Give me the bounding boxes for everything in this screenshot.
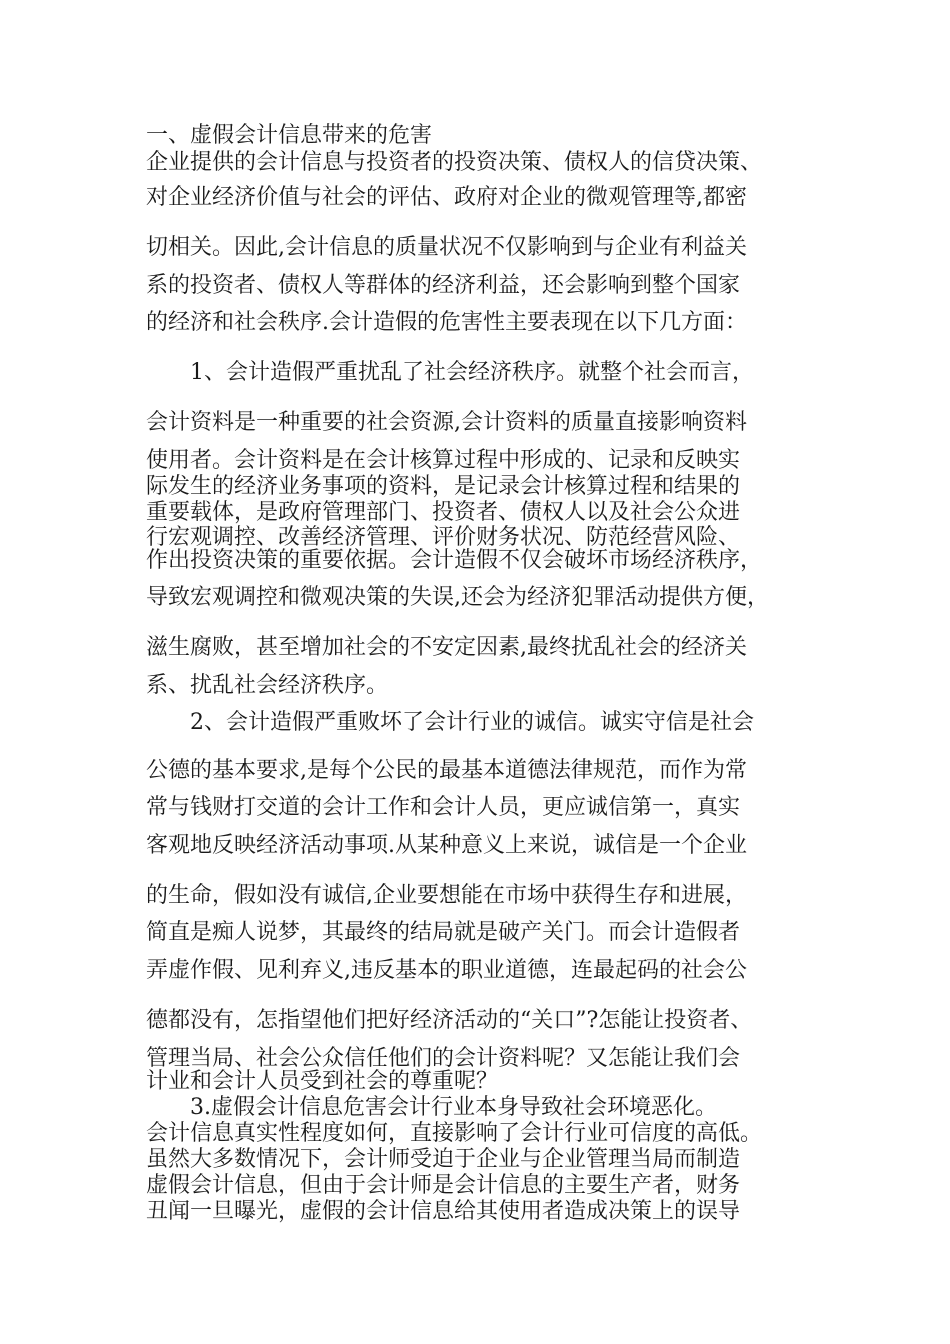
paragraph-line: 丑闻一旦曝光，虚假的会计信息给其使用者造成决策上的误导 — [146, 1199, 741, 1224]
paragraph-line: 企业提供的会计信息与投资者的投资决策、债权人的信贷决策、 — [146, 150, 763, 175]
paragraph-line: 导致宏观调控和微观决策的失误,还会为经济犯罪活动提供方便， — [146, 585, 769, 610]
paragraph-line: 使用者。会计资料是在会计核算过程中形成的、记录和反映实 — [146, 448, 741, 473]
paragraph-line: 系、扰乱社会经济秩序。 — [146, 673, 389, 698]
paragraph-line: 虽然大多数情况下，会计师受迫于企业与企业管理当局而制造 — [146, 1147, 741, 1172]
section-heading: 一、虚假会计信息带来的危害 — [146, 123, 433, 148]
paragraph-line: 切相关。因此,会计信息的质量状况不仅影响到与企业有利益关 — [146, 235, 747, 260]
paragraph-line: 公德的基本要求,是每个公民的最基本道德法律规范，而作为常 — [146, 758, 747, 783]
paragraph-line: 弄虚作假、见利弃义,违反基本的职业道德，连最起码的社会公 — [146, 958, 747, 983]
paragraph-line: 虚假会计信息，但由于会计师是会计信息的主要生产者，财务 — [146, 1173, 741, 1198]
paragraph-line: 的经济和社会秩序.会计造假的危害性主要表现在以下几方面： — [146, 310, 747, 335]
paragraph-line: 德都没有，怎指望他们把好经济活动的“关口”?怎能让投资者、 — [146, 1008, 753, 1033]
paragraph-line: 管理当局、社会公众信任他们的会计资料呢？又怎能让我们会 — [146, 1046, 741, 1071]
paragraph-line: 滋生腐败，甚至增加社会的不安定因素,最终扰乱社会的经济关 — [146, 635, 747, 660]
paragraph-line: 常与钱财打交道的会计工作和会计人员，更应诚信第一，真实 — [146, 795, 741, 820]
numbered-point-3: 3.虚假会计信息危害会计行业本身导致社会环境恶化。 — [190, 1095, 717, 1120]
paragraph-line: 会计资料是一种重要的社会资源,会计资料的质量直接影响资料 — [146, 410, 747, 435]
paragraph-line: 际发生的经济业务事项的资料，是记录会计核算过程和结果的 — [146, 474, 741, 499]
paragraph-line: 的生命，假如没有诚信,企业要想能在市场中获得生存和进展， — [146, 883, 747, 908]
paragraph-line: 行宏观调控、改善经济管理、评价财务状况、防范经营风险、 — [146, 525, 741, 550]
paragraph-line: 会计信息真实性程度如何，直接影响了会计行业可信度的高低。 — [146, 1121, 763, 1146]
paragraph-line: 计业和会计人员受到社会的尊重呢？ — [146, 1069, 499, 1094]
paragraph-line: 客观地反映经济活动事项.从某种意义上来说，诚信是一个企业 — [146, 833, 747, 858]
paragraph-line: 对企业经济价值与社会的评估、政府对企业的微观管理等,都密 — [146, 185, 747, 210]
paragraph-line: 作出投资决策的重要依据。会计造假不仅会破坏市场经济秩序， — [146, 548, 763, 573]
paragraph-line: 系的投资者、债权人等群体的经济利益，还会影响到整个国家 — [146, 273, 741, 298]
paragraph-line: 重要载体，是政府管理部门、投资者、债权人以及社会公众进 — [146, 500, 741, 525]
numbered-point-1: 1、会计造假严重扰乱了社会经济秩序。就整个社会而言， — [190, 360, 754, 385]
paragraph-line: 简直是痴人说梦，其最终的结局就是破产关门。而会计造假者 — [146, 920, 741, 945]
numbered-point-2: 2、会计造假严重败坏了会计行业的诚信。诚实守信是社会 — [190, 710, 754, 735]
